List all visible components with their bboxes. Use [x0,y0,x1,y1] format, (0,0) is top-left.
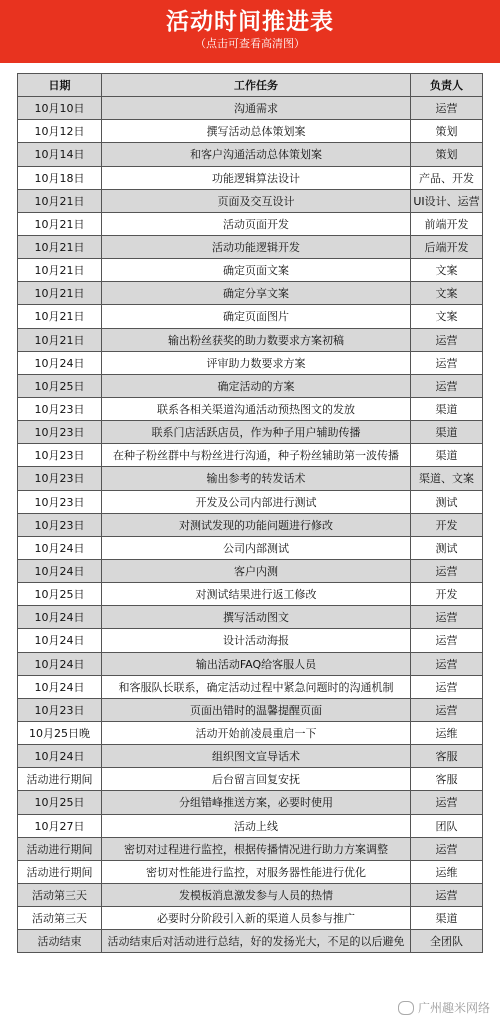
cell-owner: 前端开发 [411,213,483,235]
table-row [18,398,483,421]
cell-owner: 渠道 [411,444,483,466]
cell-date: 活动进行期间 [18,838,102,860]
table-row [18,676,483,699]
table-row [18,768,483,791]
cell-task: 密切对过程进行监控，根据传播情况进行助力方案调整 [102,838,411,860]
column-header-owner: 负责人 [411,74,483,96]
cell-task: 公司内部测试 [102,537,411,559]
table-row [18,653,483,676]
cell-owner: 渠道 [411,398,483,420]
table-row [18,537,483,560]
cell-task: 撰写活动总体策划案 [102,120,411,142]
cell-task: 组织图文宣导话术 [102,745,411,767]
cell-task: 开发及公司内部进行测试 [102,491,411,513]
wechat-icon [398,1001,414,1015]
table-row [18,375,483,398]
cell-date: 10月24日 [18,745,102,767]
cell-owner: 运营 [411,329,483,351]
cell-date: 活动进行期间 [18,861,102,883]
cell-date: 10月21日 [18,282,102,304]
cell-owner: 运营 [411,560,483,582]
cell-date: 10月24日 [18,352,102,374]
table-row [18,560,483,583]
cell-date: 10月25日 [18,791,102,813]
cell-owner: 运营 [411,352,483,374]
cell-date: 10月23日 [18,398,102,420]
cell-date: 10月27日 [18,815,102,837]
cell-owner: 文案 [411,305,483,327]
cell-date: 10月25日晚 [18,722,102,744]
table-row [18,722,483,745]
table-row [18,444,483,467]
table-row [18,352,483,375]
cell-date: 10月24日 [18,606,102,628]
cell-task: 页面出错时的温馨提醒页面 [102,699,411,721]
cell-date: 10月24日 [18,537,102,559]
cell-owner: 运营 [411,629,483,651]
table-row [18,629,483,652]
cell-date: 10月24日 [18,560,102,582]
table-row [18,143,483,166]
cell-date: 10月23日 [18,491,102,513]
table-row [18,190,483,213]
cell-owner: 测试 [411,491,483,513]
cell-owner: 运营 [411,97,483,119]
cell-task: 活动开始前凌晨重启一下 [102,722,411,744]
cell-owner: 运营 [411,699,483,721]
cell-task: 页面及交互设计 [102,190,411,212]
table-header-row [18,74,483,97]
cell-date: 活动第三天 [18,884,102,906]
column-header-task: 工作任务 [102,74,411,96]
column-header-date: 日期 [18,74,102,96]
cell-date: 10月21日 [18,236,102,258]
cell-owner: 策划 [411,143,483,165]
cell-owner: 文案 [411,259,483,281]
cell-date: 活动进行期间 [18,768,102,790]
cell-task: 确定页面图片 [102,305,411,327]
cell-owner: 运营 [411,884,483,906]
cell-date: 活动第三天 [18,907,102,929]
cell-task: 输出参考的转发话术 [102,467,411,489]
cell-date: 10月23日 [18,467,102,489]
table-row [18,213,483,236]
cell-date: 10月23日 [18,514,102,536]
table-row [18,329,483,352]
cell-task: 沟通需求 [102,97,411,119]
table-row [18,606,483,629]
cell-date: 10月21日 [18,305,102,327]
cell-task: 活动上线 [102,815,411,837]
cell-task: 联系各相关渠道沟通活动预热图文的发放 [102,398,411,420]
cell-owner: 运营 [411,676,483,698]
cell-owner: 运营 [411,375,483,397]
cell-date: 10月25日 [18,583,102,605]
page-header [0,0,500,63]
table-row [18,884,483,907]
cell-task: 活动页面开发 [102,213,411,235]
cell-owner: 文案 [411,282,483,304]
table-row [18,421,483,444]
cell-date: 10月24日 [18,629,102,651]
cell-date: 10月24日 [18,676,102,698]
cell-owner: 渠道 [411,907,483,929]
cell-date: 10月25日 [18,375,102,397]
table-row [18,930,483,953]
cell-task: 和客户沟通活动总体策划案 [102,143,411,165]
cell-date: 10月23日 [18,699,102,721]
cell-task: 发模板消息激发参与人员的热情 [102,884,411,906]
cell-task: 分组错峰推送方案，必要时使用 [102,791,411,813]
cell-task: 联系门店活跃店员，作为种子用户辅助传播 [102,421,411,443]
table-row [18,791,483,814]
watermark [398,999,490,1016]
table-row [18,282,483,305]
cell-date: 10月10日 [18,97,102,119]
cell-owner: 运维 [411,722,483,744]
table-row [18,907,483,930]
cell-task: 评审助力数要求方案 [102,352,411,374]
cell-date: 10月21日 [18,259,102,281]
cell-date: 10月18日 [18,167,102,189]
cell-owner: 运营 [411,838,483,860]
cell-date: 10月24日 [18,653,102,675]
table-row [18,97,483,120]
cell-owner: 开发 [411,514,483,536]
table-row [18,699,483,722]
table-row [18,838,483,861]
cell-task: 输出活动FAQ给客服人员 [102,653,411,675]
cell-date: 10月12日 [18,120,102,142]
table-row [18,583,483,606]
cell-task: 确定分享文案 [102,282,411,304]
cell-date: 10月21日 [18,213,102,235]
table-row [18,305,483,328]
cell-owner: UI设计、运营 [411,190,483,212]
cell-task: 活动功能逻辑开发 [102,236,411,258]
cell-task: 在种子粉丝群中与粉丝进行沟通，种子粉丝辅助第一波传播 [102,444,411,466]
cell-owner: 策划 [411,120,483,142]
page-subtitle: （点击可查看高清图） [195,37,305,50]
cell-owner: 运营 [411,653,483,675]
cell-owner: 运维 [411,861,483,883]
cell-task: 确定活动的方案 [102,375,411,397]
cell-task: 功能逻辑算法设计 [102,167,411,189]
cell-owner: 运营 [411,606,483,628]
cell-owner: 团队 [411,815,483,837]
table-row [18,259,483,282]
table-row [18,467,483,490]
cell-owner: 客服 [411,745,483,767]
cell-task: 输出粉丝获奖的助力数要求方案初稿 [102,329,411,351]
cell-owner: 测试 [411,537,483,559]
cell-task: 确定页面文案 [102,259,411,281]
page-title: 活动时间推进表 [166,9,334,35]
cell-date: 10月23日 [18,444,102,466]
cell-task: 对测试发现的功能问题进行修改 [102,514,411,536]
cell-task: 客户内测 [102,560,411,582]
cell-owner: 产品、开发 [411,167,483,189]
table-row [18,120,483,143]
cell-date: 10月21日 [18,190,102,212]
cell-date: 10月14日 [18,143,102,165]
cell-date: 活动结束 [18,930,102,952]
cell-task: 必要时分阶段引入新的渠道人员参与推广 [102,907,411,929]
cell-task: 对测试结果进行返工修改 [102,583,411,605]
cell-owner: 运营 [411,791,483,813]
table-row [18,861,483,884]
schedule-table [17,73,483,953]
watermark-text: 广州趣米网络 [417,1001,490,1015]
cell-task: 活动结束后对活动进行总结，好的发扬光大，不足的以后避免 [102,930,411,952]
table-row [18,491,483,514]
cell-owner: 开发 [411,583,483,605]
cell-task: 撰写活动图文 [102,606,411,628]
cell-task: 后台留言回复安抚 [102,768,411,790]
cell-task: 和客服队长联系，确定活动过程中紧急问题时的沟通机制 [102,676,411,698]
table-row [18,514,483,537]
cell-task: 密切对性能进行监控，对服务器性能进行优化 [102,861,411,883]
table-row [18,815,483,838]
table-row [18,745,483,768]
cell-date: 10月23日 [18,421,102,443]
cell-owner: 渠道、文案 [411,467,483,489]
table-row [18,167,483,190]
cell-task: 设计活动海报 [102,629,411,651]
table-row [18,236,483,259]
cell-owner: 后端开发 [411,236,483,258]
cell-owner: 全团队 [411,930,483,952]
cell-owner: 客服 [411,768,483,790]
cell-date: 10月21日 [18,329,102,351]
cell-owner: 渠道 [411,421,483,443]
